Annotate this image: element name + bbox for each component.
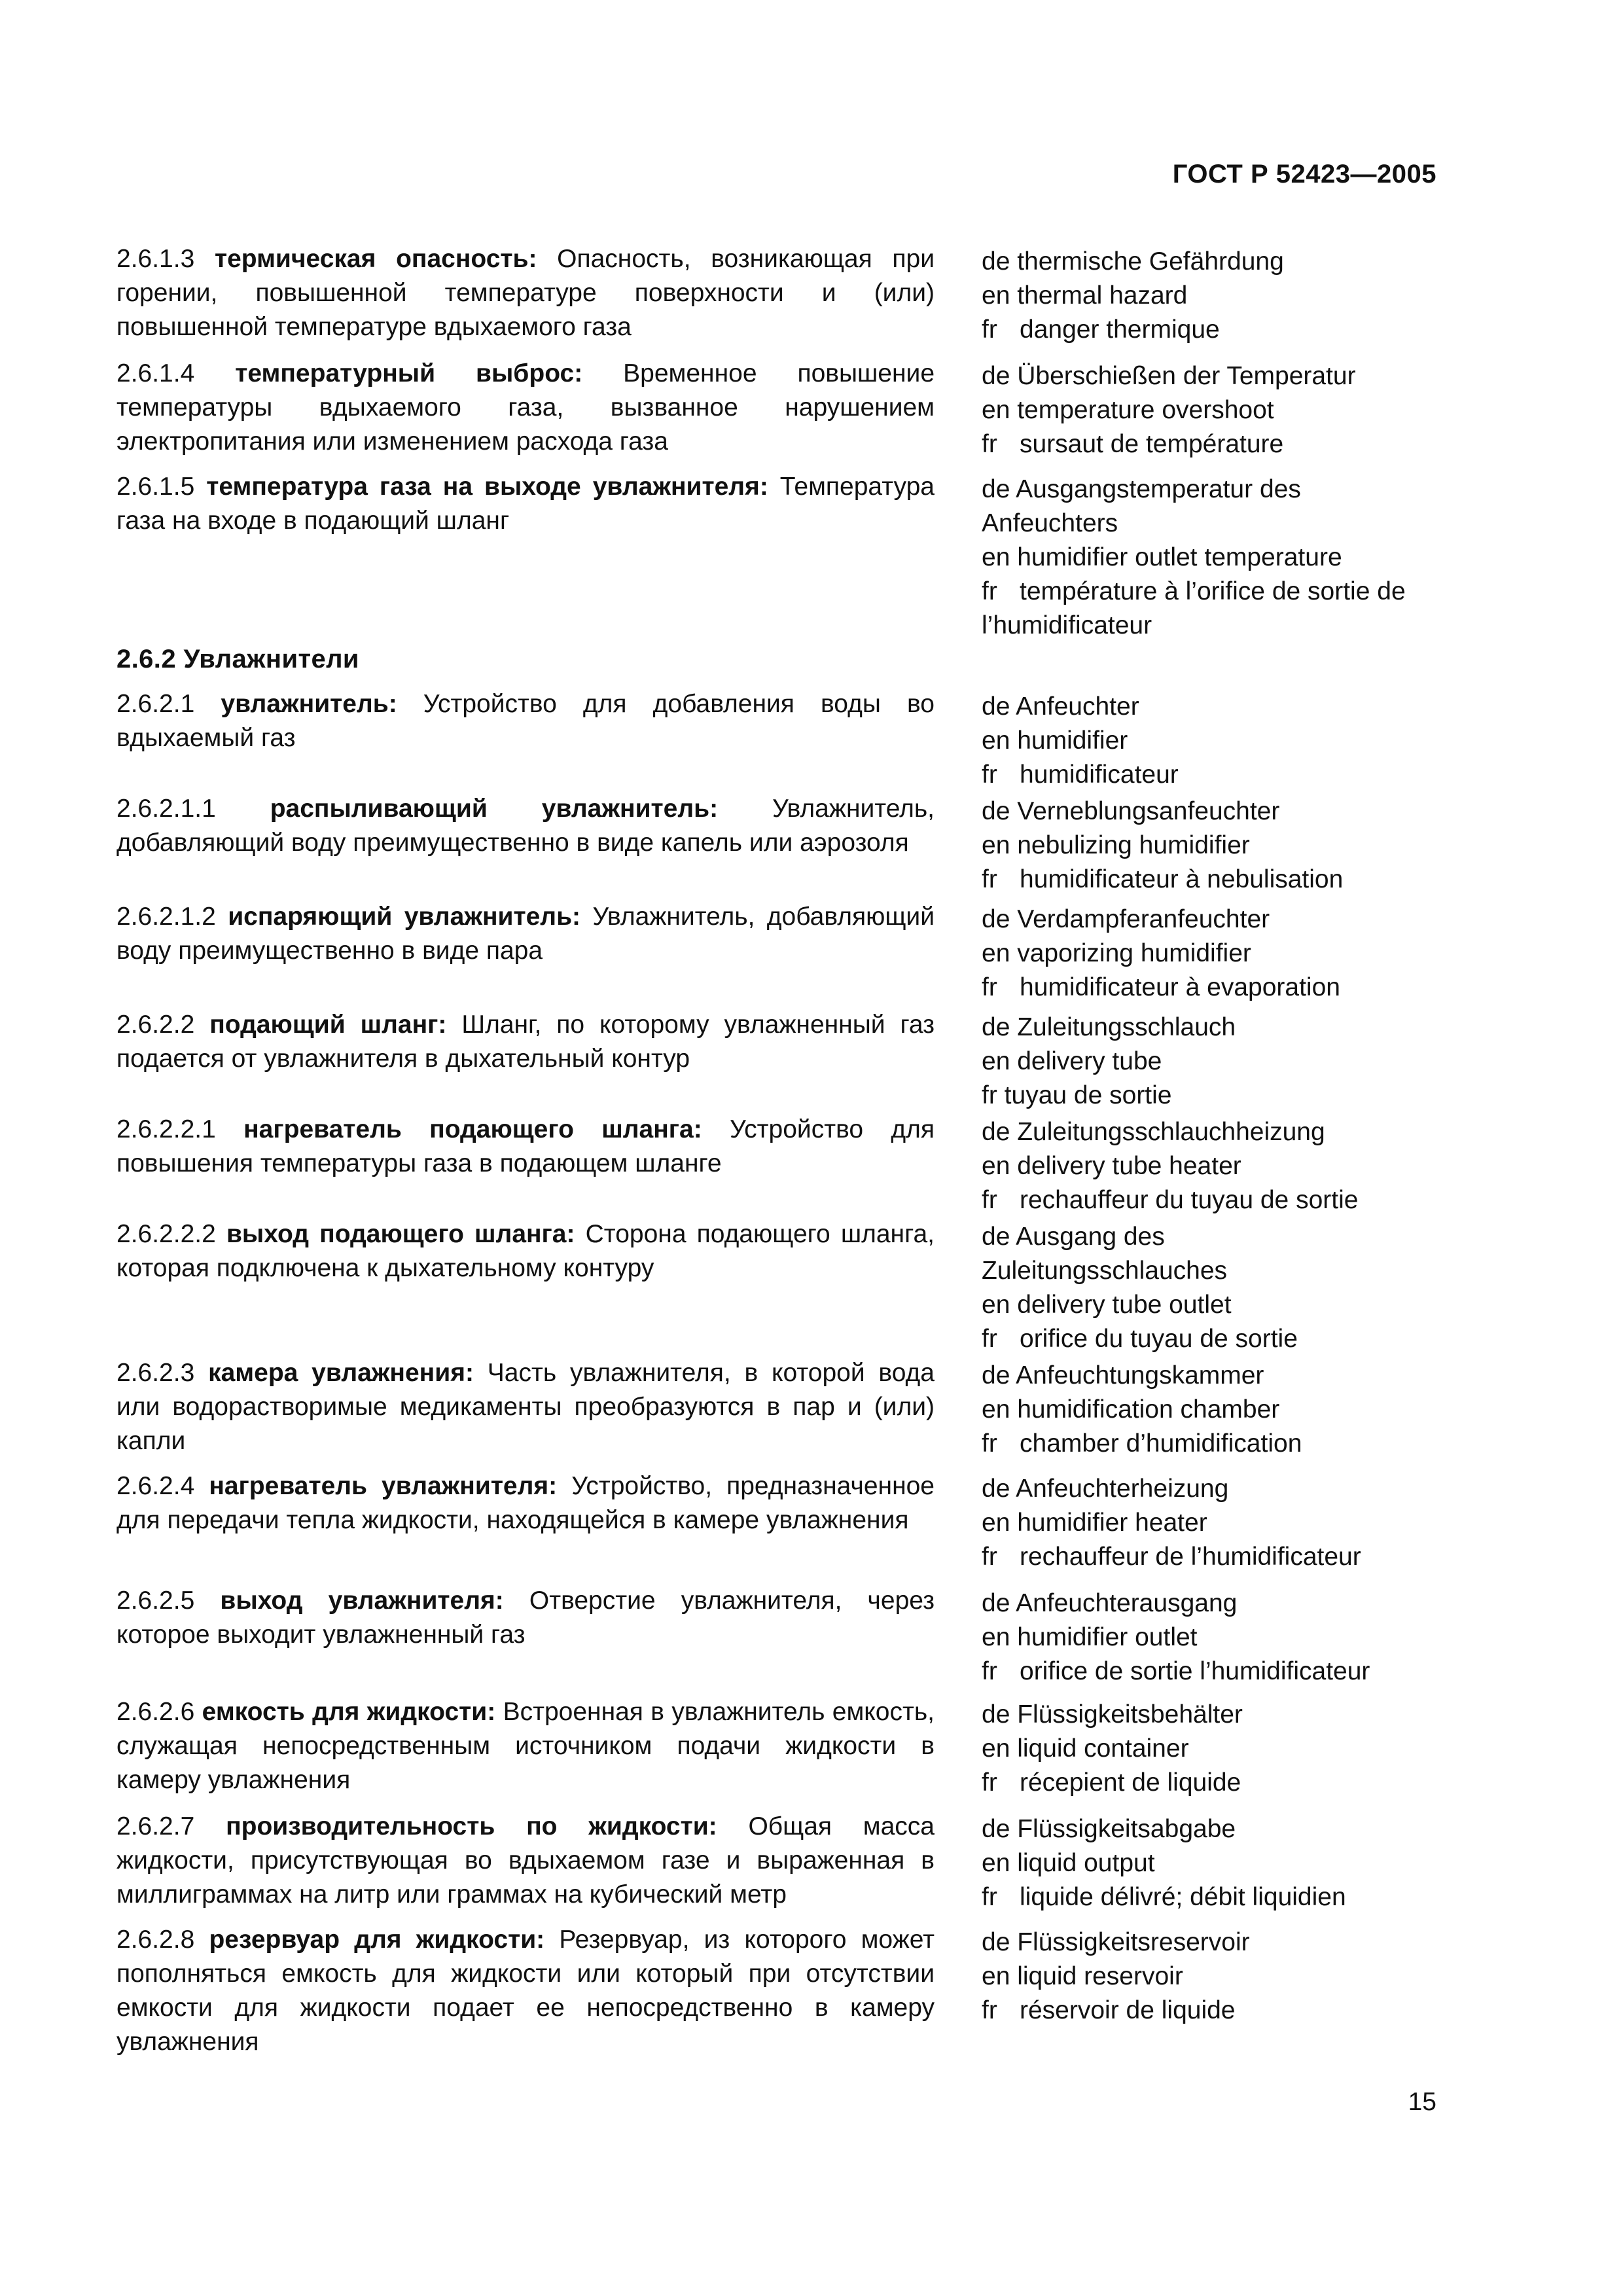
equivalent-fr: fr sursaut de température xyxy=(982,427,1453,461)
term-text: Сторона подающего шланга, которая подключена к дыхательному контуру xyxy=(116,1220,935,1282)
equivalent-de: de thermische Gefährdung xyxy=(982,247,1284,276)
lang-code-fr: fr xyxy=(982,1325,997,1353)
term-name: камера увлажнения: xyxy=(208,1359,474,1387)
term-text: Встроенная в увлажнитель емкость, служащая непосредственным источником подачи жидкости в камеру увлажнения xyxy=(116,1698,935,1794)
equivalent-fr: fr danger thermique xyxy=(982,313,1453,347)
lang-code-fr: fr xyxy=(982,577,997,605)
lang-code-fr: fr xyxy=(982,315,997,344)
term-name: увлажнитель: xyxy=(221,690,397,718)
term-equivalents xyxy=(982,690,1453,792)
equivalent-de: de Anfeuchterheizung xyxy=(982,1475,1229,1503)
equivalent-fr: fr humidificateur xyxy=(982,758,1453,792)
equivalent-en: en temperature overshoot xyxy=(982,396,1274,424)
term-definition xyxy=(116,1113,935,1181)
equivalent-en: en delivery tube xyxy=(982,1047,1162,1075)
term-text: Устройство, предназначенное для передачи тепла жидкости, находящейся в камере увлажнения xyxy=(116,1472,935,1534)
equivalent-en: en nebulizing humidifier xyxy=(982,831,1250,859)
term-text: Шланг, по которому увлажненный газ подается от увлажнителя в дыхательный контур xyxy=(116,1011,935,1073)
term-text: Увлажнитель, добавляющий воду преимущественно в виде капель или аэрозоля xyxy=(116,795,935,857)
term-equivalents xyxy=(982,903,1453,1005)
equivalent-en: en humidifier outlet xyxy=(982,1623,1198,1651)
term-name: распыливающий увлажнитель: xyxy=(270,795,719,823)
equivalent-fr: fr récepient de liquide xyxy=(982,1766,1453,1800)
equivalent-fr: fr humidificateur à nebulisation xyxy=(982,863,1453,897)
term-equivalents xyxy=(982,1220,1453,1356)
term-equivalents xyxy=(982,1587,1453,1689)
equivalent-de: de Überschießen der Temperatur xyxy=(982,362,1356,390)
term-number: 2.6.2.6 xyxy=(116,1698,195,1726)
term-name: производительность по жидкости: xyxy=(226,1812,717,1840)
term-number: 2.6.2.2.2 xyxy=(116,1220,216,1248)
equivalent-fr: fr liquide délivré; débit liquidien xyxy=(982,1880,1453,1914)
equivalent-en: en vaporizing humidifier xyxy=(982,939,1251,967)
term-number: 2.6.2.7 xyxy=(116,1812,195,1840)
term-equivalents xyxy=(982,1926,1453,2028)
term-number: 2.6.2.1.2 xyxy=(116,903,216,931)
term-name: температура газа на выходе увлажнителя: xyxy=(206,473,768,501)
term-equivalents xyxy=(982,1812,1453,1914)
term-equivalents xyxy=(982,1011,1453,1113)
lang-code-fr: fr xyxy=(982,1429,997,1458)
equivalent-fr: fr orifice du tuyau de sortie xyxy=(982,1322,1453,1356)
term-number: 2.6.1.5 xyxy=(116,473,195,501)
term-text: Резервуар, из которого может пополняться емкость для жидкости или который при отсутствии емкости для жидкости подает ее непосредственно в камеру увлажнения xyxy=(116,1926,935,2056)
equivalent-fr: fr chamber d’humidification xyxy=(982,1427,1453,1461)
equivalent-fr: fr humidificateur à evaporation xyxy=(982,971,1453,1005)
equivalent-en: en liquid container xyxy=(982,1734,1189,1763)
term-equivalents xyxy=(982,245,1453,347)
term-equivalents xyxy=(982,1698,1453,1800)
term-text: Отверстие увлажнителя, через которое выходит увлажненный газ xyxy=(116,1587,935,1649)
term-number: 2.6.2.5 xyxy=(116,1587,195,1615)
term-text: Устройство для повышения температуры газа в подающем шланге xyxy=(116,1115,935,1177)
equivalent-fr: fr réservoir de liquide xyxy=(982,1994,1453,2028)
term-number: 2.6.2.3 xyxy=(116,1359,195,1387)
term-number: 2.6.1.3 xyxy=(116,245,195,273)
term-name: выход увлажнителя: xyxy=(220,1587,504,1615)
equivalent-de: de Verneblungsanfeuchter xyxy=(982,797,1280,825)
equivalent-de: de Verdampferanfeuchter xyxy=(982,905,1270,933)
lang-code-fr: fr xyxy=(982,973,997,1001)
term-number: 2.6.2.2 xyxy=(116,1011,195,1039)
equivalent-en: en delivery tube outlet xyxy=(982,1291,1232,1319)
term-number: 2.6.1.4 xyxy=(116,359,195,387)
term-equivalents xyxy=(982,1472,1453,1574)
lang-code-fr: fr xyxy=(982,1081,997,1109)
equivalent-de: de Ausgangstemperatur des Anfeuchters xyxy=(982,475,1301,537)
term-name: нагреватель подающего шланга: xyxy=(243,1115,702,1143)
term-text: Общая масса жидкости, присутствующая во вдыхаемом газе и выраженная в миллиграммах на литр или граммах на кубический метр xyxy=(116,1812,935,1909)
term-text: Температура газа на входе в подающий шланг xyxy=(116,473,935,535)
term-equivalents xyxy=(982,795,1453,897)
term-name: термическая опасность: xyxy=(214,245,537,273)
term-name: емкость для жидкости: xyxy=(202,1698,496,1726)
term-definition xyxy=(116,1584,935,1652)
equivalent-de: de Zuleitungsschlauch xyxy=(982,1013,1236,1041)
term-equivalents xyxy=(982,359,1453,461)
term-equivalents xyxy=(982,473,1453,643)
term-definition xyxy=(116,1810,935,1912)
term-number: 2.6.2.1 xyxy=(116,690,195,718)
term-definition xyxy=(116,687,935,755)
equivalent-en: en liquid reservoir xyxy=(982,1962,1183,1990)
term-name: нагреватель увлажнителя: xyxy=(209,1472,558,1500)
term-equivalents xyxy=(982,1359,1453,1461)
equivalent-de: de Flüssigkeitsabgabe xyxy=(982,1815,1236,1843)
term-definition xyxy=(116,1217,935,1285)
lang-code-fr: fr xyxy=(982,761,997,789)
section-heading: 2.6.2 Увлажнители xyxy=(116,645,359,673)
equivalent-en: en humidifier xyxy=(982,726,1128,755)
equivalent-en: en humidifier outlet temperature xyxy=(982,543,1342,571)
term-text: Временное повышение температуры вдыхаемого газа, вызванное нарушением электропитания или изменением расхода газа xyxy=(116,359,935,456)
term-definition xyxy=(116,1923,935,2059)
lang-code-fr: fr xyxy=(982,1657,997,1685)
term-text: Опасность, возникающая при горении, повышенной температуре поверхности и (или) повышенной температуре вдыхаемого газа xyxy=(116,245,935,341)
equivalent-en: en thermal hazard xyxy=(982,281,1188,310)
page-number: 15 xyxy=(1408,2088,1436,2116)
equivalent-de: de Anfeuchterausgang xyxy=(982,1589,1238,1617)
equivalent-de: de Anfeuchter xyxy=(982,692,1139,721)
lang-code-fr: fr xyxy=(982,1996,997,2024)
term-definition xyxy=(116,1469,935,1537)
term-name: подающий шланг: xyxy=(209,1011,447,1039)
lang-code-fr: fr xyxy=(982,1186,997,1214)
equivalent-de: de Anfeuchtungskammer xyxy=(982,1361,1264,1390)
term-text: Устройство для добавления воды во вдыхаемый газ xyxy=(116,690,935,752)
term-name: температурный выброс: xyxy=(235,359,583,387)
term-number: 2.6.2.8 xyxy=(116,1926,195,1954)
lang-code-fr: fr xyxy=(982,1768,997,1797)
term-definition xyxy=(116,792,935,860)
term-name: резервуар для жидкости: xyxy=(209,1926,545,1954)
term-definition xyxy=(116,242,935,344)
standard-header: ГОСТ Р 52423—2005 xyxy=(1172,160,1436,188)
equivalent-de: de Ausgang des Zuleitungsschlauches xyxy=(982,1223,1228,1285)
term-number: 2.6.2.1.1 xyxy=(116,795,216,823)
term-definition xyxy=(116,1008,935,1076)
equivalent-en: en humidifier heater xyxy=(982,1509,1207,1537)
lang-code-fr: fr xyxy=(982,430,997,458)
term-definition xyxy=(116,900,935,968)
equivalent-fr: fr orifice de sortie l’humidificateur xyxy=(982,1655,1453,1689)
term-definition xyxy=(116,1695,935,1797)
equivalent-en: en liquid output xyxy=(982,1849,1155,1877)
lang-code-fr: fr xyxy=(982,1543,997,1571)
lang-code-fr: fr xyxy=(982,1883,997,1911)
lang-code-fr: fr xyxy=(982,865,997,893)
equivalent-en: en delivery tube heater xyxy=(982,1152,1241,1180)
equivalent-de: de Zuleitungsschlauchheizung xyxy=(982,1118,1325,1146)
term-equivalents xyxy=(982,1115,1453,1217)
term-definition xyxy=(116,470,935,538)
term-text: Часть увлажнителя, в которой вода или водорастворимые медикаменты преобразуются в пар и (или) капли xyxy=(116,1359,935,1455)
term-definition xyxy=(116,357,935,459)
equivalent-de: de Flüssigkeitsreservoir xyxy=(982,1928,1250,1956)
equivalent-fr: fr tuyau de sortie xyxy=(982,1081,1172,1109)
term-name: испаряющий увлажнитель: xyxy=(228,903,581,931)
equivalent-fr: fr température à l’orifice de sortie de l’humidificateur xyxy=(982,575,1453,643)
equivalent-fr: fr rechauffeur de l’humidificateur xyxy=(982,1540,1453,1574)
equivalent-en: en humidification chamber xyxy=(982,1395,1280,1424)
term-name: выход подающего шланга: xyxy=(226,1220,575,1248)
term-number: 2.6.2.2.1 xyxy=(116,1115,216,1143)
equivalent-de: de Flüssigkeitsbehälter xyxy=(982,1700,1243,1729)
term-definition xyxy=(116,1356,935,1458)
term-number: 2.6.2.4 xyxy=(116,1472,195,1500)
equivalent-fr: fr rechauffeur du tuyau de sortie xyxy=(982,1183,1453,1217)
term-text: Увлажнитель, добавляющий воду преимущественно в виде пара xyxy=(116,903,935,965)
